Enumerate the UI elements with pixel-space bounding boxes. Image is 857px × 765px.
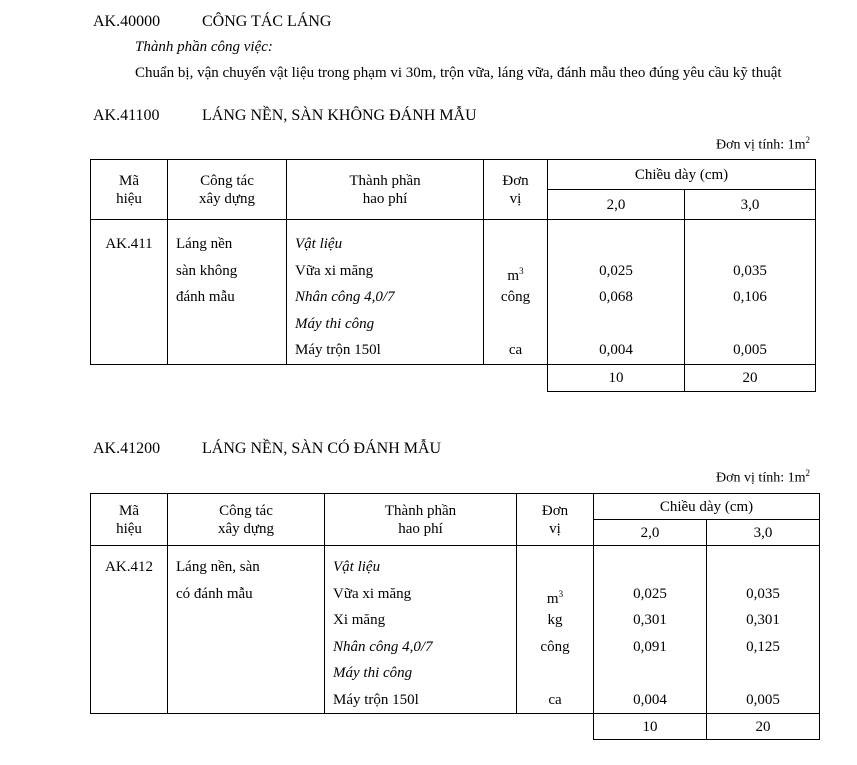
- header-ma: Mã hiệu: [91, 494, 168, 546]
- header-congtac: Công tác xây dựng: [168, 494, 325, 546]
- header-chieuday: Chiều dày (cm): [548, 160, 816, 190]
- footer-code-2: 20: [685, 364, 816, 391]
- cell-ma: AK.411: [91, 220, 168, 365]
- header-col-3-0: 3,0: [685, 190, 816, 220]
- section-title: LÁNG NỀN, SÀN CÓ ĐÁNH MẪU: [202, 440, 442, 457]
- cell-value-2-0: 0,025 0,068 0,004: [548, 220, 685, 365]
- footer-code-1: 10: [548, 364, 685, 391]
- cell-donvi: $m^3$ công ca: [484, 220, 548, 365]
- main-heading-title: CÔNG TÁC LÁNG: [202, 13, 332, 30]
- unit-label: Đơn vị tính: $1m^2$: [716, 135, 810, 153]
- header-col-2-0: 2,0: [548, 190, 685, 220]
- cell-value-2-0: 0,025 0,301 0,091 0,004: [594, 546, 707, 714]
- header-congtac: Công tác xây dựng: [168, 160, 287, 220]
- header-thanhphan: Thành phần hao phí: [325, 494, 517, 546]
- norm-table: [90, 159, 816, 392]
- footer-code-2: 20: [707, 714, 820, 740]
- footer-code-1: 10: [594, 714, 707, 740]
- main-heading-code: AK.40000: [93, 13, 161, 30]
- cell-thanhphan: Vật liệu Vữa xi măng Xi măng Nhân công 4,0/7 Máy thi công Máy trộn 150l: [325, 546, 517, 714]
- header-chieuday: Chiều dày (cm): [594, 494, 820, 520]
- cell-donvi: $m^3$ kg công ca: [517, 546, 594, 714]
- unit-label: Đơn vị tính: $1m^2$: [716, 468, 810, 486]
- work-components-label: Thành phần công việc:: [135, 39, 273, 55]
- cell-thanhphan: Vật liệu Vữa xi măng Nhân công 4,0/7 Máy thi công Máy trộn 150l: [287, 220, 484, 365]
- section-code: AK.41100: [93, 107, 160, 124]
- cell-value-3-0: 0,035 0,106 0,005: [685, 220, 816, 365]
- header-thanhphan: Thành phần hao phí: [287, 160, 484, 220]
- work-components-text: Chuẩn bị, vận chuyển vật liệu trong phạm vi 30m, trộn vữa, láng vữa, đánh mẫu theo đúng yêu cầu kỹ thuật: [135, 65, 782, 81]
- cell-congtac: Láng nền sàn không đánh mẫu: [168, 220, 287, 365]
- cell-congtac: Láng nền, sàn có đánh mẫu: [168, 546, 325, 714]
- section-code: AK.41200: [93, 440, 161, 457]
- header-col-3-0: 3,0: [707, 520, 820, 546]
- header-col-2-0: 2,0: [594, 520, 707, 546]
- header-donvi: Đơn vị: [517, 494, 594, 546]
- header-ma: Mã hiệu: [91, 160, 168, 220]
- cell-ma: AK.412: [91, 546, 168, 714]
- header-donvi: Đơn vị: [484, 160, 548, 220]
- norm-table: [90, 493, 820, 740]
- cell-value-3-0: 0,035 0,301 0,125 0,005: [707, 546, 820, 714]
- section-title: LÁNG NỀN, SÀN KHÔNG ĐÁNH MẪU: [202, 107, 477, 124]
